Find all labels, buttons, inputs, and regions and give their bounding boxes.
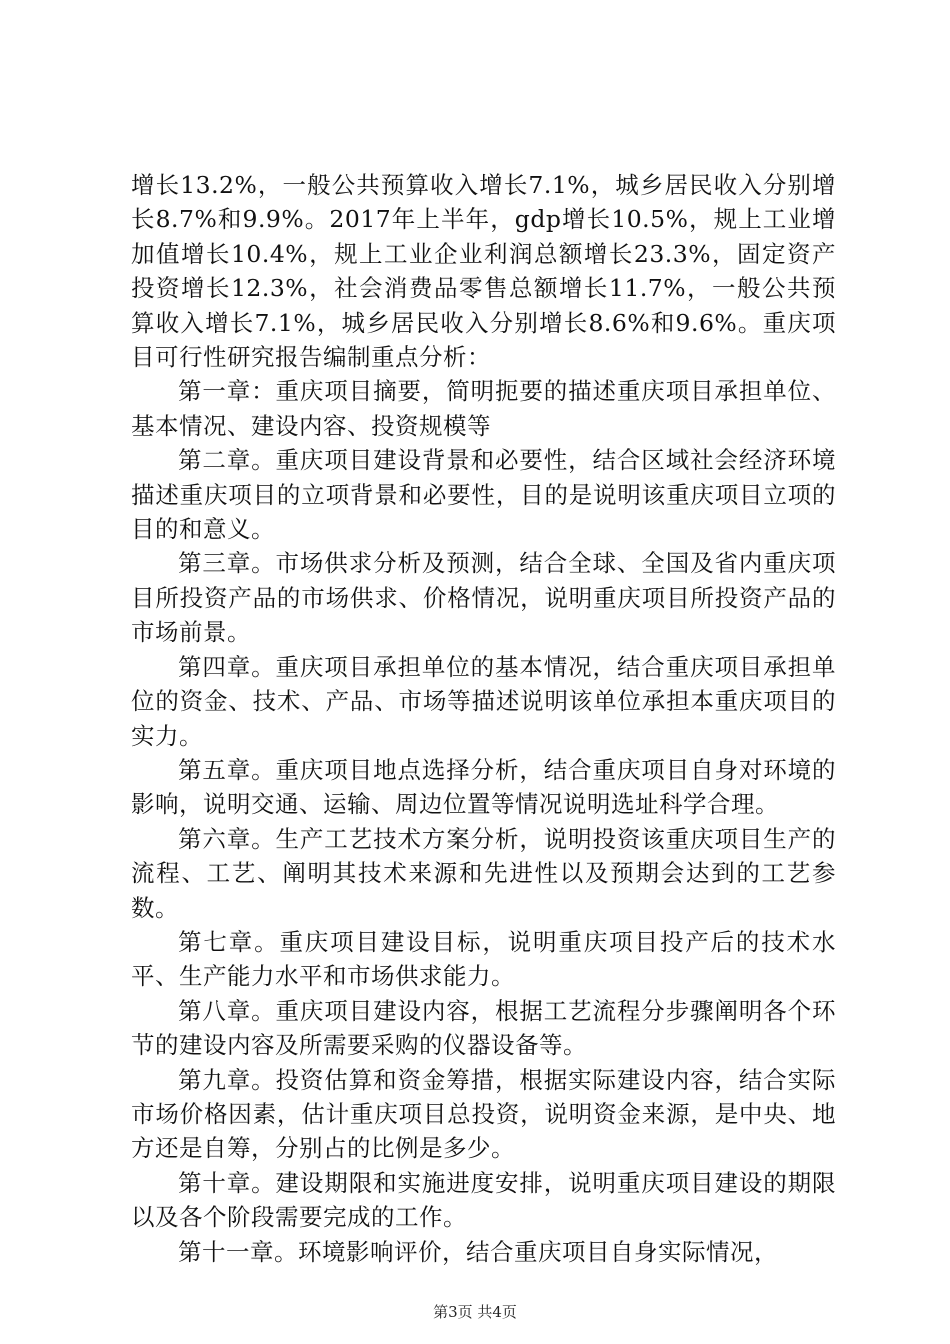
paragraph-chapter-10: 第十章。建设期限和实施进度安排，说明重庆项目建设的期限以及各个阶段需要完成的工作。 (131, 1168, 836, 1232)
paragraph-chapter-2: 第二章。重庆项目建设背景和必要性，结合区域社会经济环境描述重庆项目的立项背景和必要性，目的是说明该重庆项目立项的目的和意义。 (131, 446, 836, 544)
paragraph-chapter-1: 第一章：重庆项目摘要，简明扼要的描述重庆项目承担单位、基本情况、建设内容、投资规模等 (131, 377, 836, 440)
paragraph-chapter-5: 第五章。重庆项目地点选择分析，结合重庆项目自身对环境的影响，说明交通、运输、周边位置等情况说明选址科学合理。 (131, 755, 836, 819)
page-number-footer: 第3页 共4页 (433, 1303, 517, 1321)
paragraph-intro-continuation: 增长13.2%，一般公共预算收入增长7.1%，城乡居民收入分别增长8.7%和9.9%。2017年上半年，gdp增长10.5%，规上工业增加值增长10.4%，规上工业企业利润总额增长23.3%，固定资产投资增长12.3%，社会消费品零售总额增长11.7%，一般公共预算收入增长7.1%，城乡居民收入分别增长8.6%和9.6%。重庆项目可行性研究报告编制重点分析： (131, 171, 836, 372)
paragraph-chapter-3: 第三章。市场供求分析及预测，结合全球、全国及省内重庆项目所投资产品的市场供求、价格情况，说明重庆项目所投资产品的市场前景。 (131, 549, 836, 647)
paragraph-chapter-11: 第十一章。环境影响评价，结合重庆项目自身实际情况， (178, 1237, 778, 1266)
paragraph-chapter-4: 第四章。重庆项目承担单位的基本情况，结合重庆项目承担单位的资金、技术、产品、市场等描述说明该单位承担本重庆项目的实力。 (131, 652, 836, 750)
paragraph-chapter-6: 第六章。生产工艺技术方案分析，说明投资该重庆项目生产的流程、工艺、阐明其技术来源和先进性以及预期会达到的工艺参数。 (131, 824, 836, 922)
paragraph-chapter-7: 第七章。重庆项目建设目标，说明重庆项目投产后的技术水平、生产能力水平和市场供求能力。 (131, 927, 836, 991)
paragraph-chapter-9: 第九章。投资估算和资金筹措，根据实际建设内容，结合实际市场价格因素，估计重庆项目总投资，说明资金来源，是中央、地方还是自筹，分别占的比例是多少。 (131, 1065, 836, 1163)
paragraph-chapter-8: 第八章。重庆项目建设内容，根据工艺流程分步骤阐明各个环节的建设内容及所需要采购的仪器设备等。 (131, 996, 836, 1060)
document-body (131, 168, 836, 1269)
